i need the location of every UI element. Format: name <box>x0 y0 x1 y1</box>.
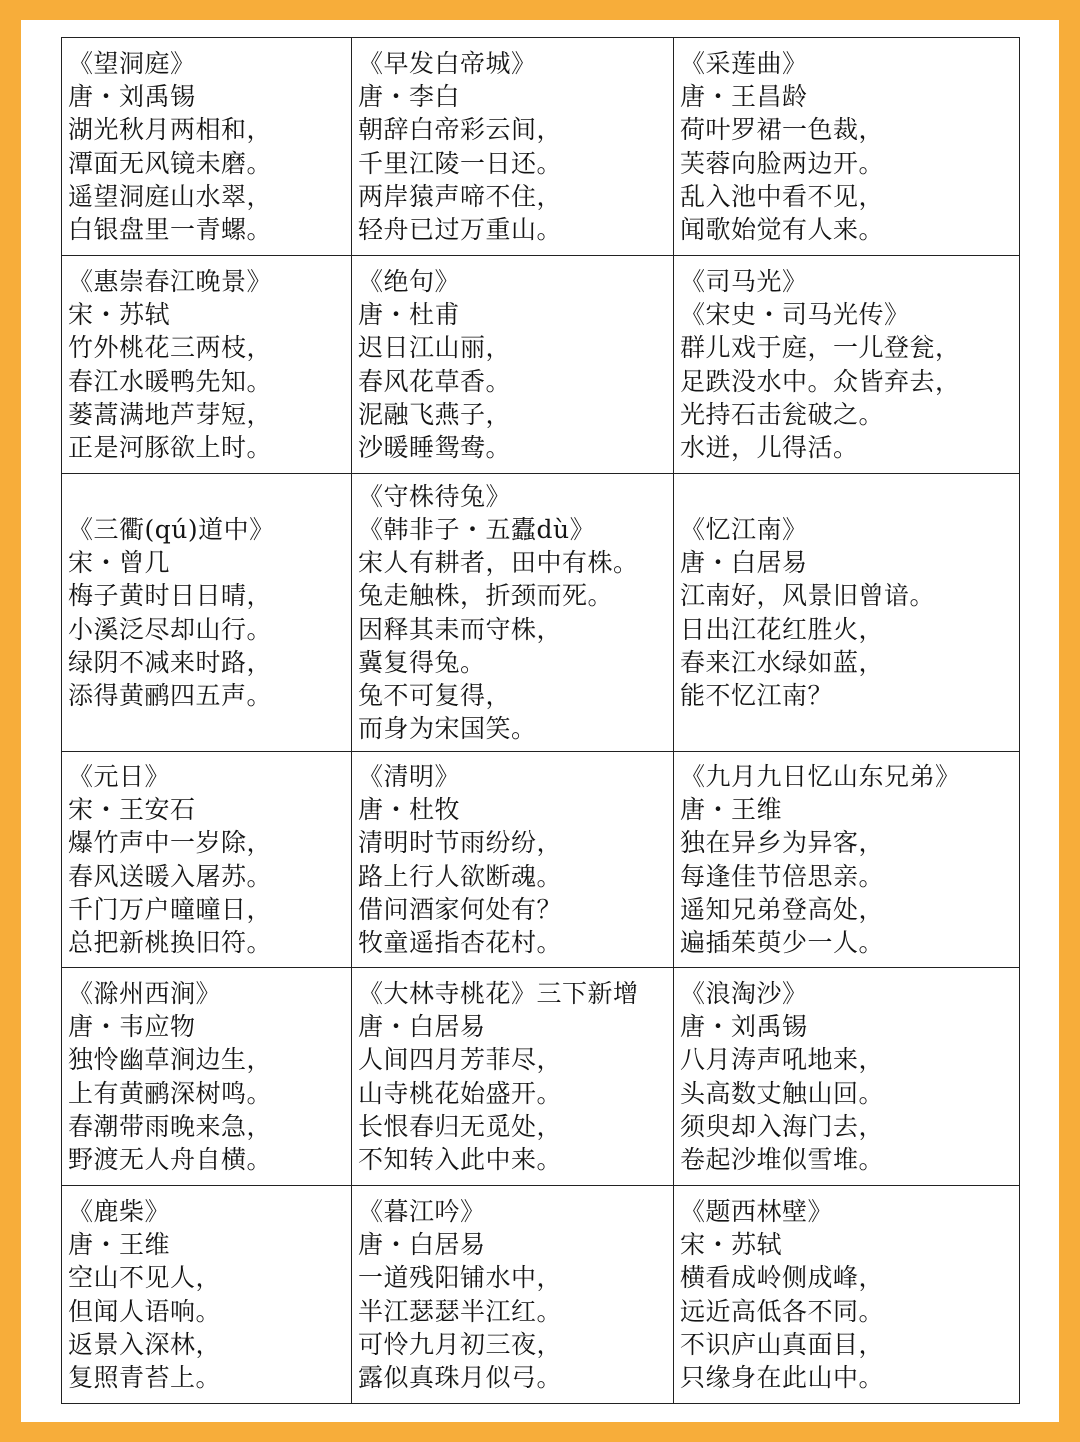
poem-line: 一道残阳铺水中， <box>358 1263 563 1293</box>
poem-line: 春江水暖鸭先知。 <box>68 366 273 396</box>
poem-line: 兔走触株，折颈而死。 <box>358 581 614 611</box>
poem-line: 光持石击瓮破之。 <box>680 399 885 429</box>
poem-line: 千里江陵一日还。 <box>358 148 563 178</box>
poem-line: 上有黄鹂深树鸣。 <box>68 1078 273 1108</box>
poem-line: 路上行人欲断魂。 <box>358 861 563 891</box>
poem-line: 轻舟已过万重山。 <box>358 214 563 244</box>
poem-author: 唐・韦应物 <box>68 1012 196 1042</box>
poem-line: 蒌蒿满地芦芽短， <box>68 399 273 429</box>
poem-line: 千门万户曈曈日， <box>68 894 273 924</box>
poem-line: 春潮带雨晚来急， <box>68 1111 273 1141</box>
poem-title: 《元日》 <box>68 761 171 791</box>
poem-line: 芙蓉向脸两边开。 <box>680 148 885 178</box>
poem-line: 不识庐山真面目， <box>680 1329 885 1359</box>
poem-line: 卷起沙堆似雪堆。 <box>680 1144 885 1174</box>
poem-line: 人间四月芳菲尽， <box>358 1045 563 1075</box>
poem-line: 远近高低各不同。 <box>680 1296 885 1326</box>
poem-line: 兔不可复得， <box>358 680 512 710</box>
poem-line: 潭面无风镜未磨。 <box>68 148 273 178</box>
poem-line: 八月涛声吼地来， <box>680 1045 885 1075</box>
poem-title: 《滁州西涧》 <box>68 978 222 1008</box>
poem-line: 湖光秋月两相和， <box>68 115 273 145</box>
poem-author: 唐・白居易 <box>358 1230 486 1260</box>
poem-line: 但闻人语响。 <box>68 1296 222 1326</box>
poem-title: 《采莲曲》 <box>680 48 808 78</box>
poem-author: 宋・王安石 <box>68 795 196 825</box>
poem-cell-right <box>674 968 1020 1186</box>
poem-author: 宋・曾几 <box>68 548 171 578</box>
poem-line: 乱入池中看不见， <box>680 181 885 211</box>
poem-author: 唐・王维 <box>680 795 783 825</box>
poem-line: 添得黄鹂四五声。 <box>68 680 273 710</box>
poem-title: 《浪淘沙》 <box>680 978 808 1008</box>
poem-author: 唐・刘禹锡 <box>68 82 196 112</box>
poem-cell-left <box>62 968 352 1186</box>
poem-line: 竹外桃花三两枝， <box>68 333 273 363</box>
poem-author: 唐・白居易 <box>358 1012 486 1042</box>
poem-row <box>62 256 1020 474</box>
poem-author: 唐・杜甫 <box>358 300 461 330</box>
poem-cell-middle <box>352 256 674 474</box>
poem-line: 朝辞白帝彩云间， <box>358 115 563 145</box>
poem-line: 泥融飞燕子， <box>358 399 512 429</box>
poem-line: 遍插茱萸少一人。 <box>680 927 885 957</box>
poem-line: 迟日江山丽， <box>358 333 512 363</box>
poem-author: 唐・李白 <box>358 82 461 112</box>
poem-line: 春风送暖入屠苏。 <box>68 861 273 891</box>
poem-line: 白银盘里一青螺。 <box>68 214 273 244</box>
poem-title: 《惠崇春江晚景》 <box>68 266 273 296</box>
poem-line: 半江瑟瑟半江红。 <box>358 1296 563 1326</box>
poem-line: 群儿戏于庭，一儿登瓮， <box>680 333 961 363</box>
poem-line: 山寺桃花始盛开。 <box>358 1078 563 1108</box>
poem-line: 梅子黄时日日晴， <box>68 581 273 611</box>
poem-cell-right <box>674 474 1020 752</box>
poem-cell-middle <box>352 474 674 752</box>
poem-cell-right <box>674 256 1020 474</box>
poem-title: 《早发白帝城》 <box>358 48 537 78</box>
poem-line: 日出江花红胜火， <box>680 614 885 644</box>
poem-line: 江南好，风景旧曾谙。 <box>680 581 936 611</box>
poem-line: 而身为宋国笑。 <box>358 714 537 744</box>
poem-title: 《司马光》 <box>680 266 808 296</box>
poem-line: 春风花草香。 <box>358 366 512 396</box>
poem-line: 空山不见人， <box>68 1263 222 1293</box>
poem-title: 《九月九日忆山东兄弟》 <box>680 761 961 791</box>
poem-line: 沙暖睡鸳鸯。 <box>358 432 512 462</box>
poem-line: 水迸，儿得活。 <box>680 432 859 462</box>
poem-line: 返景入深林， <box>68 1329 222 1359</box>
poem-author: 宋・苏轼 <box>68 300 171 330</box>
poem-title: 《三衢(qú)道中》 <box>68 514 275 544</box>
poem-line: 野渡无人舟自横。 <box>68 1144 273 1174</box>
poem-title: 《守株待兔》 <box>358 481 512 511</box>
poem-cell-middle <box>352 1186 674 1404</box>
poem-line: 露似真珠月似弓。 <box>358 1362 563 1392</box>
poem-line: 爆竹声中一岁除， <box>68 828 273 858</box>
poem-cell-right <box>674 1186 1020 1404</box>
poem-line: 每逢佳节倍思亲。 <box>680 861 885 891</box>
poem-author: 唐・杜牧 <box>358 795 461 825</box>
poem-line: 总把新桃换旧符。 <box>68 927 273 957</box>
poem-author: 唐・王昌龄 <box>680 82 808 112</box>
poem-cell-left <box>62 38 352 256</box>
poem-cell-middle <box>352 968 674 1186</box>
poem-line: 闻歌始觉有人来。 <box>680 214 885 244</box>
poem-line: 宋人有耕者，田中有株。 <box>358 548 639 578</box>
poem-row <box>62 38 1020 256</box>
poem-cell-left <box>62 256 352 474</box>
poem-line: 借问酒家何处有？ <box>358 894 563 924</box>
poem-line: 横看成岭侧成峰， <box>680 1263 885 1293</box>
poem-line: 能不忆江南？ <box>680 680 834 710</box>
poem-row <box>62 968 1020 1186</box>
poem-line: 冀复得兔。 <box>358 647 486 677</box>
poem-line: 长恨春归无觅处， <box>358 1111 563 1141</box>
poem-cell-left <box>62 752 352 968</box>
poem-author: 宋・苏轼 <box>680 1230 783 1260</box>
poem-line: 正是河豚欲上时。 <box>68 432 273 462</box>
poem-title: 《大林寺桃花》三下新增 <box>358 978 639 1008</box>
poem-title: 《鹿柴》 <box>68 1196 171 1226</box>
poem-author: 唐・白居易 <box>680 548 808 578</box>
poem-line: 须臾却入海门去， <box>680 1111 885 1141</box>
poem-title: 《暮江吟》 <box>358 1196 486 1226</box>
poem-title: 《清明》 <box>358 761 461 791</box>
poem-row <box>62 474 1020 752</box>
poem-row <box>62 752 1020 968</box>
poem-title: 《题西林壁》 <box>680 1196 834 1226</box>
poem-cell-left <box>62 1186 352 1404</box>
poem-row <box>62 1186 1020 1404</box>
poem-author: 唐・王维 <box>68 1230 171 1260</box>
poem-author: 《韩非子・五蠹dù》 <box>358 514 596 544</box>
poem-author: 唐・刘禹锡 <box>680 1012 808 1042</box>
poem-cell-middle <box>352 752 674 968</box>
poem-title: 《忆江南》 <box>680 514 808 544</box>
poem-title: 《望洞庭》 <box>68 48 196 78</box>
poem-table <box>61 37 1020 1404</box>
poem-line: 遥知兄弟登高处， <box>680 894 885 924</box>
poem-cell-left <box>62 474 352 752</box>
poem-line: 两岸猿声啼不住， <box>358 181 563 211</box>
poem-cell-right <box>674 38 1020 256</box>
poem-line: 牧童遥指杏花村。 <box>358 927 563 957</box>
poem-line: 独在异乡为异客， <box>680 828 885 858</box>
poem-line: 只缘身在此山中。 <box>680 1362 885 1392</box>
poem-line: 清明时节雨纷纷， <box>358 828 563 858</box>
poem-line: 遥望洞庭山水翠， <box>68 181 273 211</box>
poem-line: 头高数丈触山回。 <box>680 1078 885 1108</box>
poem-line: 可怜九月初三夜， <box>358 1329 563 1359</box>
poem-line: 小溪泛尽却山行。 <box>68 614 273 644</box>
poem-cell-middle <box>352 38 674 256</box>
poem-author: 《宋史・司马光传》 <box>680 300 910 330</box>
poem-line: 复照青苔上。 <box>68 1362 222 1392</box>
poem-title: 《绝句》 <box>358 266 461 296</box>
poem-cell-right <box>674 752 1020 968</box>
poem-line: 不知转入此中来。 <box>358 1144 563 1174</box>
poem-line: 绿阴不减来时路， <box>68 647 273 677</box>
poem-line: 荷叶罗裙一色裁， <box>680 115 885 145</box>
poem-line: 春来江水绿如蓝， <box>680 647 885 677</box>
poem-line: 独怜幽草涧边生， <box>68 1045 273 1075</box>
poem-line: 因释其耒而守株， <box>358 614 563 644</box>
poem-line: 足跌没水中。众皆弃去， <box>680 366 961 396</box>
